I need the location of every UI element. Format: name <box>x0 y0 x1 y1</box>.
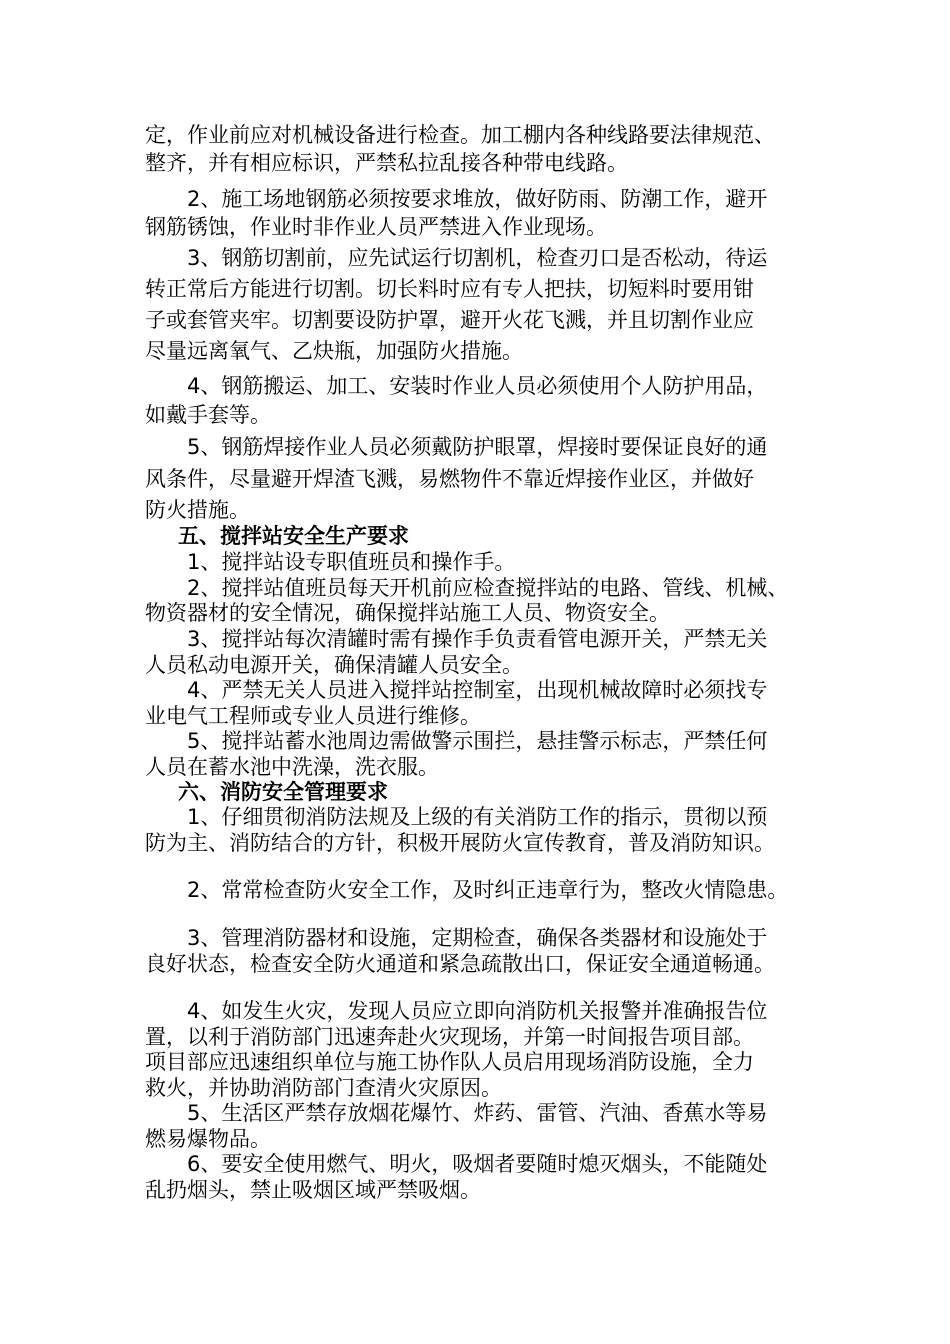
paragraph-line: 风条件，尽量避开焊渣飞溅，易燃物件不靠近焊接作业区，并做好 <box>145 467 754 491</box>
paragraph-line: 5、钢筋焊接作业人员必须戴防护眼罩，焊接时要保证良好的通 <box>187 435 768 459</box>
paragraph-line: 3、搅拌站每次清罐时需有操作手负责看管电源开关，严禁无关 <box>187 627 768 651</box>
paragraph-line: 4、严禁无关人员进入搅拌站控制室，出现机械故障时必须找专 <box>187 678 768 702</box>
paragraph-line: 良好状态，检查安全防火通道和紧急疏散出口，保证安全通道畅通。 <box>145 952 775 976</box>
paragraph-line: 项目部应迅速组织单位与施工协作队人员启用现场消防设施，全力 <box>145 1050 754 1074</box>
paragraph-line: 1、仔细贯彻消防法规及上级的有关消防工作的指示，贯彻以预 <box>187 805 768 829</box>
paragraph-line: 2、常常检查防火安全工作，及时纠正违章行为，整改火情隐患。 <box>187 878 789 902</box>
paragraph-line: 转正常后方能进行切割。切长料时应有专人把扶，切短料时要用钳 <box>145 277 754 301</box>
paragraph-line: 5、搅拌站蓄水池周边需做警示围拦，悬挂警示标志，严禁任何 <box>187 729 768 753</box>
paragraph-line: 定，作业前应对机械设备进行检查。加工棚内各种线路要法律规范、 <box>145 123 775 147</box>
paragraph-line: 3、钢筋切割前，应先试运行切割机，检查刃口是否松动，待运 <box>187 246 768 270</box>
paragraph-line: 救火，并协助消防部门查清火灾原因。 <box>145 1076 502 1100</box>
paragraph-line: 燃易爆物品。 <box>145 1127 271 1151</box>
paragraph-line: 钢筋锈蚀，作业时非作业人员严禁进入作业现场。 <box>145 215 607 239</box>
paragraph-line: 3、管理消防器材和设施，定期检查，确保各类器材和设施处于 <box>187 926 768 950</box>
paragraph-line: 防火措施。 <box>145 498 250 522</box>
paragraph-line: 置，以利于消防部门迅速奔赴火灾现场，并第一时间报告项目部。 <box>145 1025 754 1049</box>
paragraph-line: 尽量远离氧气、乙炔瓶，加强防火措施。 <box>145 339 523 363</box>
paragraph-line: 业电气工程师或专业人员进行维修。 <box>145 704 481 728</box>
paragraph-line: 子或套管夹牢。切割要设防护罩，避开火花飞溅，并且切割作业应 <box>145 308 754 332</box>
paragraph-line: 2、搅拌站值班员每天开机前应检查搅拌站的电路、管线、机械、 <box>187 576 789 600</box>
paragraph-line: 2、施工场地钢筋必须按要求堆放，做好防雨、防潮工作，避开 <box>187 187 768 211</box>
paragraph-line: 6、要安全使用燃气、明火，吸烟者要随时熄灭烟头，不能随处 <box>187 1152 768 1176</box>
paragraph-line: 5、生活区严禁存放烟花爆竹、炸药、雷管、汽油、香蕉水等易 <box>187 1101 768 1125</box>
paragraph-line: 整齐，并有相应标识，严禁私拉乱接各种带电线路。 <box>145 151 628 175</box>
section-heading: 六、消防安全管理要求 <box>178 780 388 804</box>
paragraph-line: 乱扔烟头，禁止吸烟区域严禁吸烟。 <box>145 1178 481 1202</box>
paragraph-line: 4、如发生火灾，发现人员应立即向消防机关报警并准确报告位 <box>187 999 768 1023</box>
paragraph-line: 防为主、消防结合的方针，积极开展防火宣传教育，普及消防知识。 <box>145 831 775 855</box>
paragraph-line: 人员在蓄水池中洗澡，洗衣服。 <box>145 755 439 779</box>
paragraph-line: 人员私动电源开关，确保清罐人员安全。 <box>145 653 523 677</box>
paragraph-line: 物资器材的安全情况，确保搅拌站施工人员、物资安全。 <box>145 601 670 625</box>
paragraph-line: 4、钢筋搬运、加工、安装时作业人员必须使用个人防护用品， <box>187 374 768 398</box>
paragraph-line: 如戴手套等。 <box>145 403 271 427</box>
paragraph-line: 1、搅拌站设专职值班员和操作手。 <box>187 550 516 574</box>
section-heading: 五、搅拌站安全生产要求 <box>178 524 409 548</box>
